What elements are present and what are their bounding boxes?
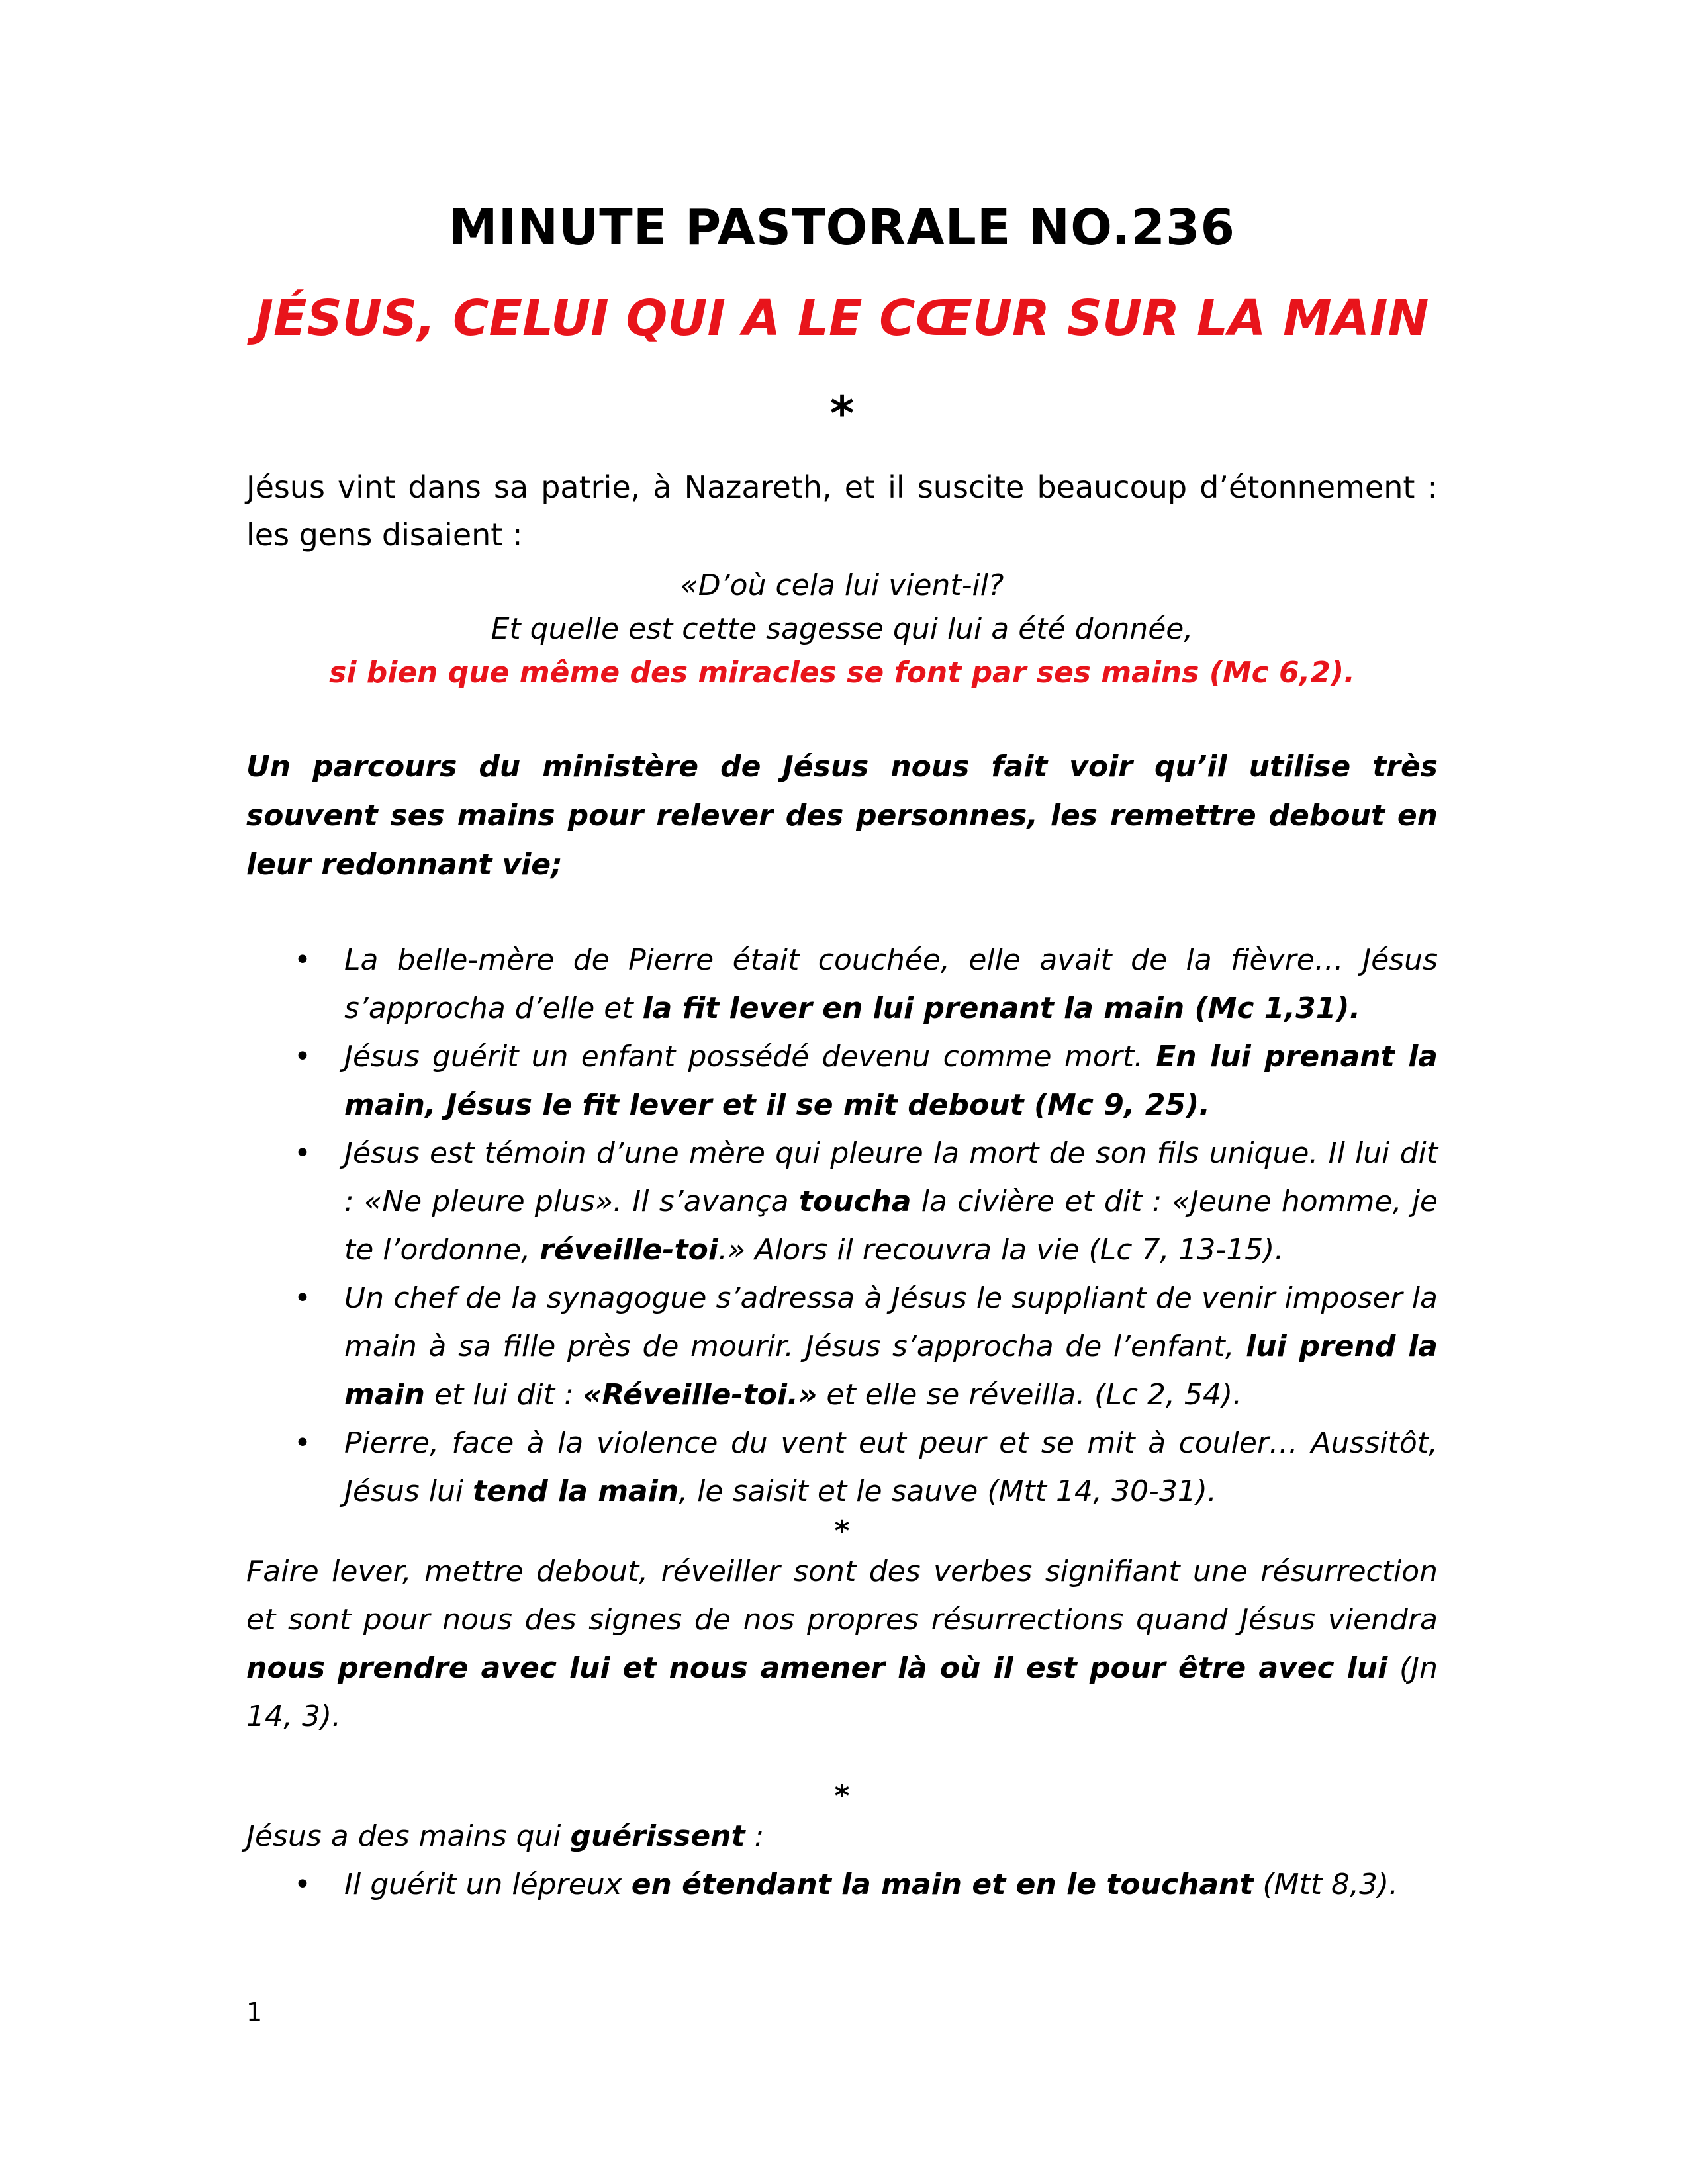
miracles-list: [246, 936, 1438, 1516]
bullet-icon: •: [294, 1136, 311, 1170]
scripture-quote: [246, 564, 1438, 695]
resurrection-paragraph: Faire lever, mettre debout, réveiller sont des verbes signifiant une résurrection et sont pour nous des signes de nos propres résurrections quand Jésus viendra nous prendre avec lui et nous amener là où il est pour être avec lui (Jn 14, 3).: [246, 1554, 1438, 1733]
list-item: • Pierre, face à la violence du vent eut peur et se mit à couler… Aussitôt, Jésus lui tend la main, le saisit et le sauve (Mtt 14, 30-31).: [246, 1419, 1438, 1516]
quote-line-highlight: si bien que même des miracles se font par ses mains (Mc 6,2).: [329, 655, 1355, 690]
healing-paragraph: Jésus a des mains qui guérissent :: [246, 1819, 765, 1854]
bullet-icon: •: [294, 942, 311, 977]
intro-paragraph: Jésus vint dans sa patrie, à Nazareth, et il suscite beaucoup d’étonnement : les gens disaient :: [246, 469, 1438, 553]
separator-star: *: [829, 386, 855, 441]
bullet-icon: •: [294, 1281, 311, 1315]
page-subtitle: JÉSUS, CELUI QUI A LE CŒUR SUR LA MAIN: [255, 289, 1429, 347]
separator-star: *: [834, 1778, 850, 1813]
healing-list: [246, 1860, 1438, 1909]
list-item: • Il guérit un lépreux en étendant la main et en le touchant (Mtt 8,3).: [246, 1860, 1438, 1909]
bullet-icon: •: [294, 1426, 311, 1460]
document-page: [246, 199, 1438, 1909]
ministry-paragraph: Un parcours du ministère de Jésus nous fait voir qu’il utilise très souvent ses mains pour relever des personnes, les remettre debout en leur redonnant vie;: [246, 749, 1438, 882]
list-item: • Un chef de la synagogue s’adressa à Jésus le suppliant de venir imposer la main à sa fille près de mourir. Jésus s’approcha de l’enfant, lui prend la main et lui dit : «Réveille-toi.» et elle se réveilla. (Lc 2, 54).: [246, 1274, 1438, 1419]
page-title: MINUTE PASTORALE NO.236: [449, 199, 1235, 256]
list-item: • La belle-mère de Pierre était couchée, elle avait de la fièvre… Jésus s’approcha d’elle et la fit lever en lui prenant la main (Mc 1,31).: [246, 936, 1438, 1032]
bullet-icon: •: [294, 1039, 311, 1073]
list-item: • Jésus est témoin d’une mère qui pleure la mort de son fils unique. Il lui dit : «Ne pleure plus». Il s’avança toucha la civière et dit : «Jeune homme, je te l’ordonne, réveille-toi.» Alors il recouvra la vie (Lc 7, 13-15).: [246, 1129, 1438, 1274]
bullet-icon: •: [294, 1868, 311, 1902]
separator-star: *: [834, 1514, 850, 1548]
page-number: 1: [246, 1997, 263, 2026]
quote-line: Et quelle est cette sagesse qui lui a été donnée,: [491, 612, 1194, 646]
list-item: • Jésus guérit un enfant possédé devenu comme mort. En lui prenant la main, Jésus le fit lever et il se mit debout (Mc 9, 25).: [246, 1032, 1438, 1129]
quote-line: «D’où cela lui vient-il?: [680, 568, 1004, 602]
